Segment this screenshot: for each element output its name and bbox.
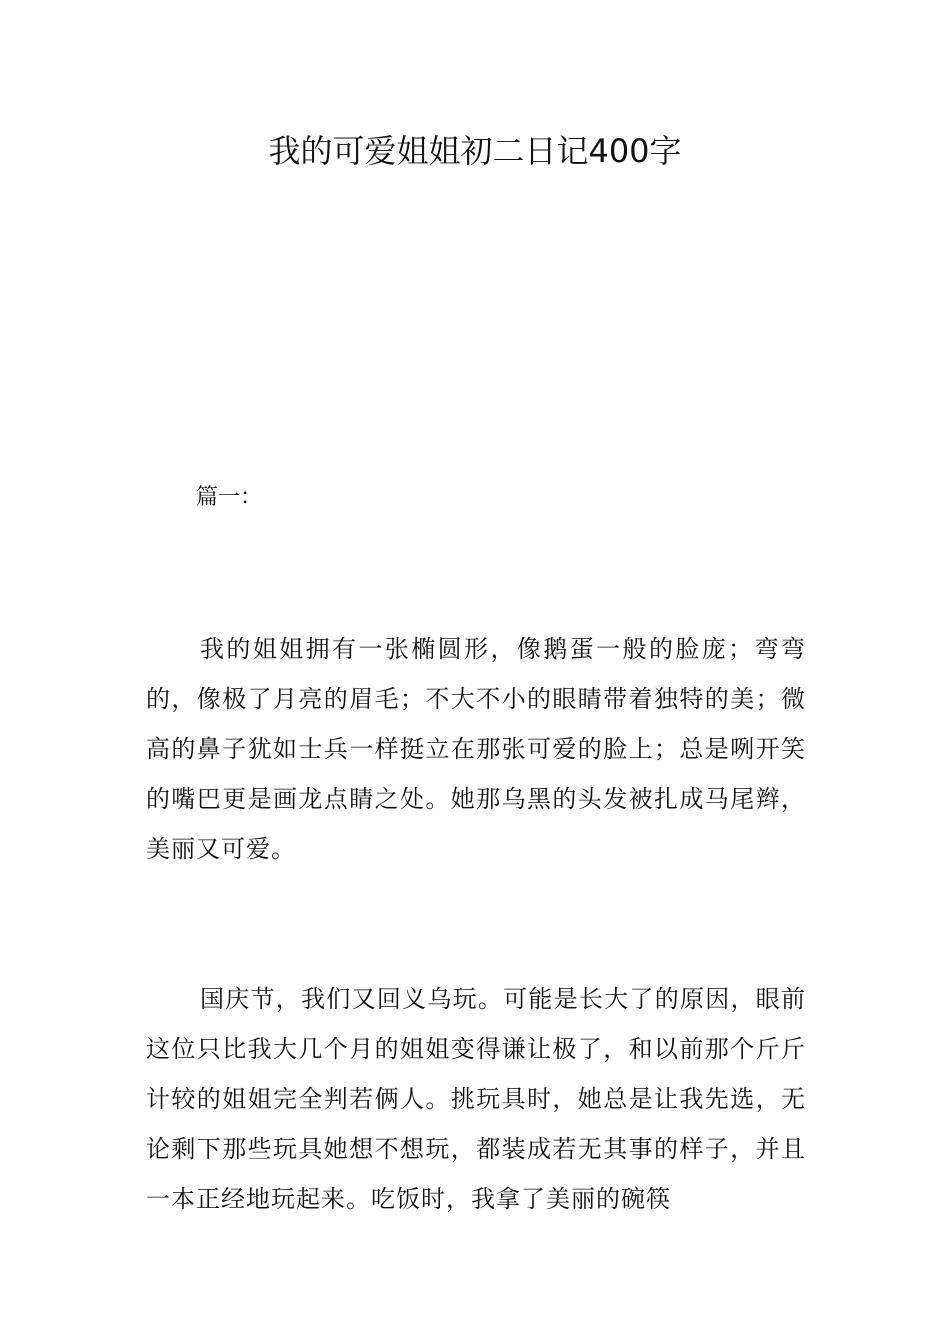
paragraph-2: 国庆节，我们又回义乌玩。可能是长大了的原因，眼前这位只比我大几个月的姐姐变得谦让极了，和以前那个斤斤计较的姐姐完全判若俩人。挑玩具时，她总是让我先选，无论剩下那些玩具她想不想玩，都装成若无其事的样子，并且一本正经地玩起来。吃饭时，我拿了美丽的碗筷 [146, 985, 806, 1213]
section-label: 篇一： [196, 485, 263, 510]
document-title: 我的可爱姐姐初二日记400字 [268, 132, 682, 170]
paragraph-1: 我的姐姐拥有一张椭圆形，像鹅蛋一般的脸庞；弯弯的，像极了月亮的眉毛；不大不小的眼睛带着独特的美；微高的鼻子犹如士兵一样挺立在那张可爱的脸上；总是咧开笑的嘴巴更是画龙点睛之处。她那乌黑的头发被扎成马尾辫，美丽又可爱。 [146, 635, 806, 863]
